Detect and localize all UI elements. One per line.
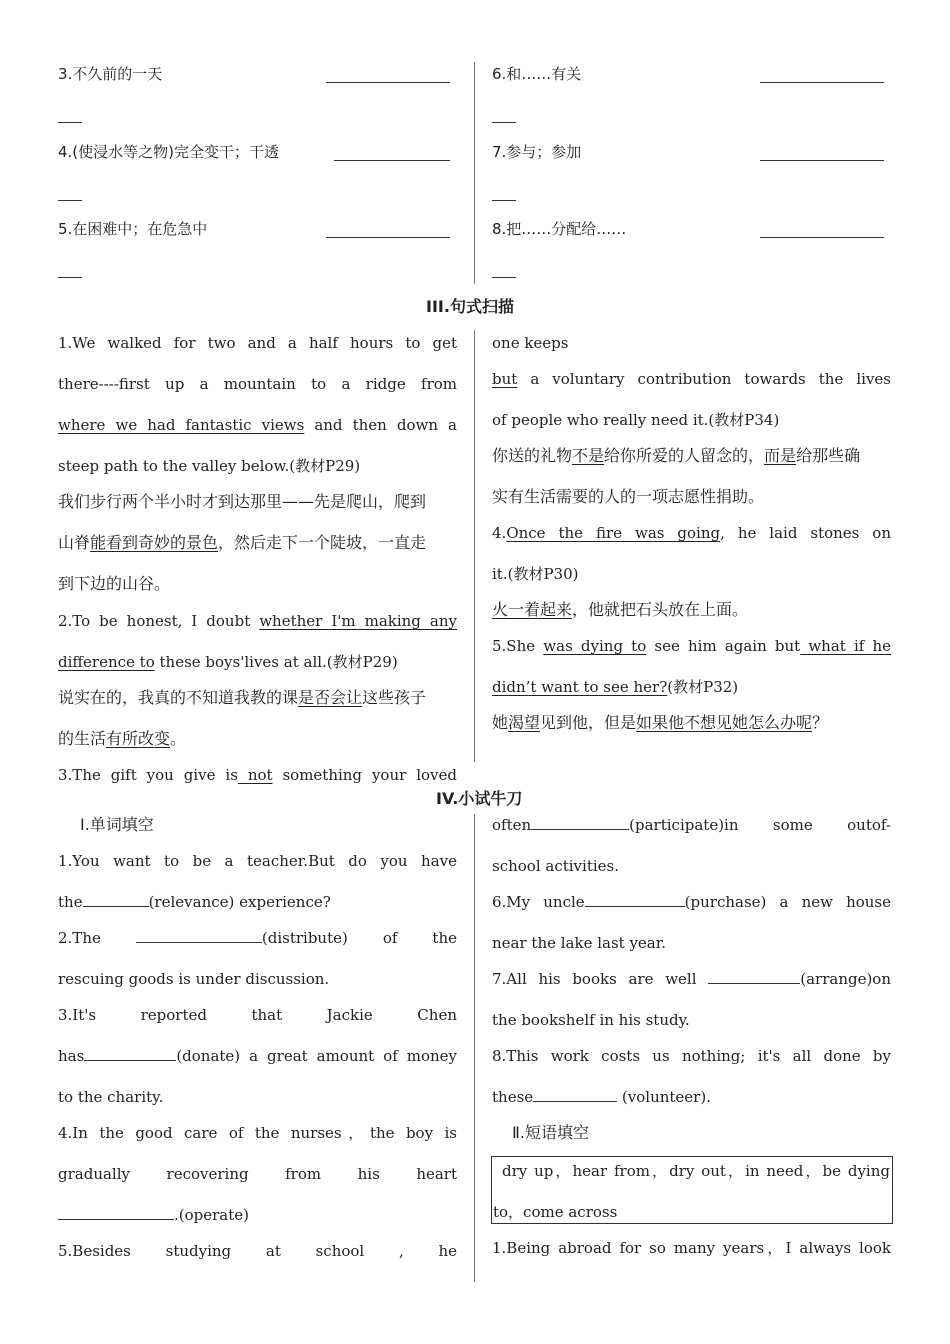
sentence-3-translation-1 — [492, 446, 860, 466]
question-1-line-2-b: (relevance) experience? — [148, 893, 331, 911]
sentence-2-highlight-2: difference to — [58, 653, 155, 671]
question-8-line-2-a: these — [492, 1088, 534, 1106]
question-1-answer-blank[interactable] — [83, 892, 149, 907]
sentence-1-translation-2-a: 山脊 — [58, 533, 91, 552]
sentence-4-highlight: Once the fire was going — [506, 524, 721, 542]
sentence-3-translation-2: 实有生活需要的人的一项志愿性捐助。 — [492, 487, 765, 506]
subsection-phrase-fill: Ⅱ.短语填空 — [512, 1123, 589, 1142]
column-divider-middle — [474, 330, 475, 762]
question-4-answer-blank[interactable] — [58, 1205, 174, 1220]
sentence-5-line-1-a: 5.She — [492, 637, 544, 655]
question-4-line-3-b: .(operate) — [174, 1206, 249, 1224]
question-4-line-3 — [58, 1205, 249, 1225]
sentence-4-translation — [492, 600, 748, 620]
question-3-answer-blank[interactable] — [84, 1046, 176, 1061]
answer-blank-8[interactable] — [760, 223, 884, 238]
sentence-4-translation-highlight: 火一着起来 — [492, 600, 573, 619]
question-2-line-1 — [58, 928, 457, 948]
sentence-1-line-4: steep path to the valley below.(教材P29) — [58, 457, 361, 475]
answer-blank-7-tail[interactable] — [492, 186, 516, 201]
phrase-item-4: 4.(使浸水等之物)完全变干；干透 — [58, 143, 280, 161]
sentence-3-line-1 — [58, 765, 457, 785]
question-5-line-2-a: often — [492, 816, 532, 834]
sentence-3-translation-1-b: 给你所爱的人留念的， — [604, 446, 765, 465]
question-6-line-1 — [492, 892, 891, 912]
answer-blank-4-tail[interactable] — [58, 186, 82, 201]
sentence-3-line-3-rest: a voluntary contribution towards the lives — [517, 370, 891, 388]
phrase-item-8: 8.把……分配给…… — [492, 220, 627, 238]
sentence-4-line-2: it.(教材P30) — [492, 565, 579, 583]
sentence-5-highlight-3: didn’t want to see her? — [492, 678, 668, 696]
question-7-line-1 — [492, 969, 891, 989]
answer-blank-4[interactable] — [334, 146, 450, 161]
answer-blank-7[interactable] — [760, 146, 884, 161]
sentence-1-translation-2 — [58, 533, 426, 553]
question-1-line-2 — [58, 892, 331, 912]
sentence-1-line-1: 1.We walked for two and a half hours to get — [58, 334, 457, 352]
phrase-box-line-2: to，come across — [493, 1203, 618, 1221]
sentence-2-line-1-a: 2.To be honest, I doubt — [58, 612, 260, 630]
sentence-3-line-2: one keeps — [492, 334, 569, 352]
sentence-3-line-1-b: something your loved — [272, 766, 457, 784]
question-7-answer-blank[interactable] — [708, 969, 800, 984]
section-heading-sentence-patterns: III.句式扫描 — [426, 297, 514, 316]
sentence-4-line-1-b: , he laid stones on — [720, 524, 891, 542]
sentence-1-line-3 — [58, 415, 457, 435]
question-6-line-1-b: (purchase) a new house — [684, 893, 891, 911]
question-6-answer-blank[interactable] — [585, 892, 685, 907]
question-5-answer-blank[interactable] — [531, 815, 629, 830]
question-1-line-1: 1.You want to be a teacher.But do you have — [58, 852, 457, 870]
question-8-line-1: 8.This work costs us nothing; it's all done by — [492, 1047, 891, 1065]
question-2-line-1-a: 2.The — [58, 929, 101, 947]
sentence-3-translation-1-c: 给那些确 — [796, 446, 861, 465]
question-2-answer-blank[interactable] — [136, 928, 262, 943]
question-4-line-2: gradually recovering from his heart — [58, 1165, 457, 1183]
question-4-line-1: 4.In the good care of the nurses，the boy is — [58, 1124, 457, 1142]
answer-blank-5-tail[interactable] — [58, 263, 82, 278]
column-divider-bottom — [474, 814, 475, 1282]
question-6-line-1-a: 6.My uncle — [492, 893, 585, 911]
sentence-5-translation-highlight-1: 渴望 — [508, 713, 541, 732]
sentence-5-line-1-b: see him again but — [646, 637, 801, 655]
answer-blank-3-tail[interactable] — [58, 108, 82, 123]
sentence-5-translation — [492, 713, 828, 733]
sentence-4-line-1-a: 4. — [492, 524, 507, 542]
sentence-5-line-2 — [492, 677, 738, 697]
phrase-item-3: 3.不久前的一天 — [58, 65, 163, 83]
question-5-line-2 — [492, 815, 891, 835]
sentence-2-translation-1-b: 这些孩子 — [362, 688, 427, 707]
sentence-2-line-2 — [58, 652, 398, 672]
question-7-line-1-b: (arrange)on — [800, 970, 891, 988]
sentence-5-translation-c: ？ — [812, 713, 829, 732]
question-5-line-2-b: (participate)in some outof- — [629, 816, 891, 834]
question-3-line-2-b: (donate) a great amount of money — [176, 1047, 457, 1065]
sentence-3-highlight-not: not — [237, 766, 273, 784]
section-heading-practice: IV.小试牛刀 — [436, 789, 523, 808]
sentence-1-line-3-rest: and then down a — [304, 416, 457, 434]
question-6-line-2: near the lake last year. — [492, 934, 667, 952]
sentence-1-highlight: where we had fantastic views — [58, 416, 305, 434]
sentence-2-translation-2 — [58, 729, 186, 749]
sentence-3-line-3 — [492, 369, 891, 389]
phrase-item-6: 6.和……有关 — [492, 65, 582, 83]
sentence-2-line-2-rest: these boys'lives at all.(教材P29) — [154, 653, 398, 671]
sentence-2-translation-highlight-1: 是否会让 — [298, 688, 363, 707]
sentence-1-translation-2-b: ，然后走下一个陡坡，一直走 — [218, 533, 427, 552]
question-3-line-2 — [58, 1046, 457, 1066]
sentence-5-line-1 — [492, 636, 891, 656]
sentence-5-highlight-2: what if he — [800, 637, 891, 655]
answer-blank-6-tail[interactable] — [492, 108, 516, 123]
sentence-3-translation-highlight-2: 而是 — [764, 446, 797, 465]
sentence-1-translation-1: 我们步行两个半小时才到达那里——先是爬山，爬到 — [58, 492, 427, 511]
answer-blank-3[interactable] — [326, 68, 450, 83]
question-5-line-1: 5.Besides studying at school , he — [58, 1242, 457, 1260]
sentence-5-highlight-1: was dying to — [543, 637, 647, 655]
sentence-3-translation-highlight-1: 不是 — [572, 446, 605, 465]
sentence-5-line-2-rest: (教材P32) — [667, 678, 739, 696]
question-1-line-2-a: the — [58, 893, 83, 911]
phrase-question-1-line-1: 1.Being abroad for so many years，I always look — [492, 1239, 891, 1257]
question-3-line-3: to the charity. — [58, 1088, 164, 1106]
sentence-4-translation-rest: ，他就把石头放在上面。 — [572, 600, 749, 619]
phrase-box — [491, 1156, 893, 1224]
answer-blank-8-tail[interactable] — [492, 263, 516, 278]
sentence-2-translation-1-a: 说实在的，我真的不知道我教的课 — [58, 688, 299, 707]
answer-blank-5[interactable] — [326, 223, 450, 238]
phrase-item-7: 7.参与；参加 — [492, 143, 582, 161]
question-3-line-1: 3.It's reported that Jackie Chen — [58, 1006, 457, 1024]
question-2-line-1-b: (distribute) of the — [261, 929, 457, 947]
sentence-5-translation-b: 见到他，但是 — [540, 713, 637, 732]
sentence-2-translation-2-a: 的生活 — [58, 729, 107, 748]
sentence-1-line-2: there----first up a mountain to a ridge from — [58, 375, 457, 393]
sentence-2-translation-2-b: 。 — [170, 729, 187, 748]
sentence-3-line-1-a: 3.The gift you give is — [58, 766, 238, 784]
sentence-5-translation-a: 她 — [492, 713, 509, 732]
sentence-1-translation-highlight: 能看到奇妙的景色 — [90, 533, 219, 552]
question-8-line-2 — [492, 1087, 711, 1107]
sentence-2-translation-1 — [58, 688, 426, 708]
sentence-3-highlight-but: but — [492, 370, 518, 388]
sentence-2-highlight-1: whether I'm making any — [259, 612, 457, 630]
sentence-4-line-1 — [492, 523, 891, 543]
subsection-word-fill: Ⅰ.单词填空 — [80, 815, 154, 834]
sentence-3-translation-1-a: 你送的礼物 — [492, 446, 573, 465]
phrase-box-line-1: dry up，hear from，dry out，in need，be dying — [502, 1162, 890, 1180]
column-divider-top — [474, 62, 475, 284]
question-3-line-2-a: has — [58, 1047, 85, 1065]
question-5-line-3: school activities. — [492, 857, 619, 875]
sentence-5-translation-highlight-2: 如果他不想见她怎么办呢 — [636, 713, 813, 732]
question-2-line-2: rescuing goods is under discussion. — [58, 970, 330, 988]
answer-blank-6[interactable] — [760, 68, 884, 83]
sentence-3-line-4: of people who really need it.(教材P34) — [492, 411, 780, 429]
phrase-item-5: 5.在困难中；在危急中 — [58, 220, 208, 238]
question-7-line-1-a: 7.All his books are well — [492, 970, 709, 988]
question-7-line-2: the bookshelf in his study. — [492, 1011, 690, 1029]
question-8-line-2-b: (volunteer). — [617, 1088, 711, 1106]
sentence-1-translation-3: 到下边的山谷。 — [58, 574, 171, 593]
sentence-2-translation-highlight-2: 有所改变 — [106, 729, 171, 748]
question-8-answer-blank[interactable] — [533, 1087, 617, 1102]
sentence-2-line-1 — [58, 611, 457, 631]
